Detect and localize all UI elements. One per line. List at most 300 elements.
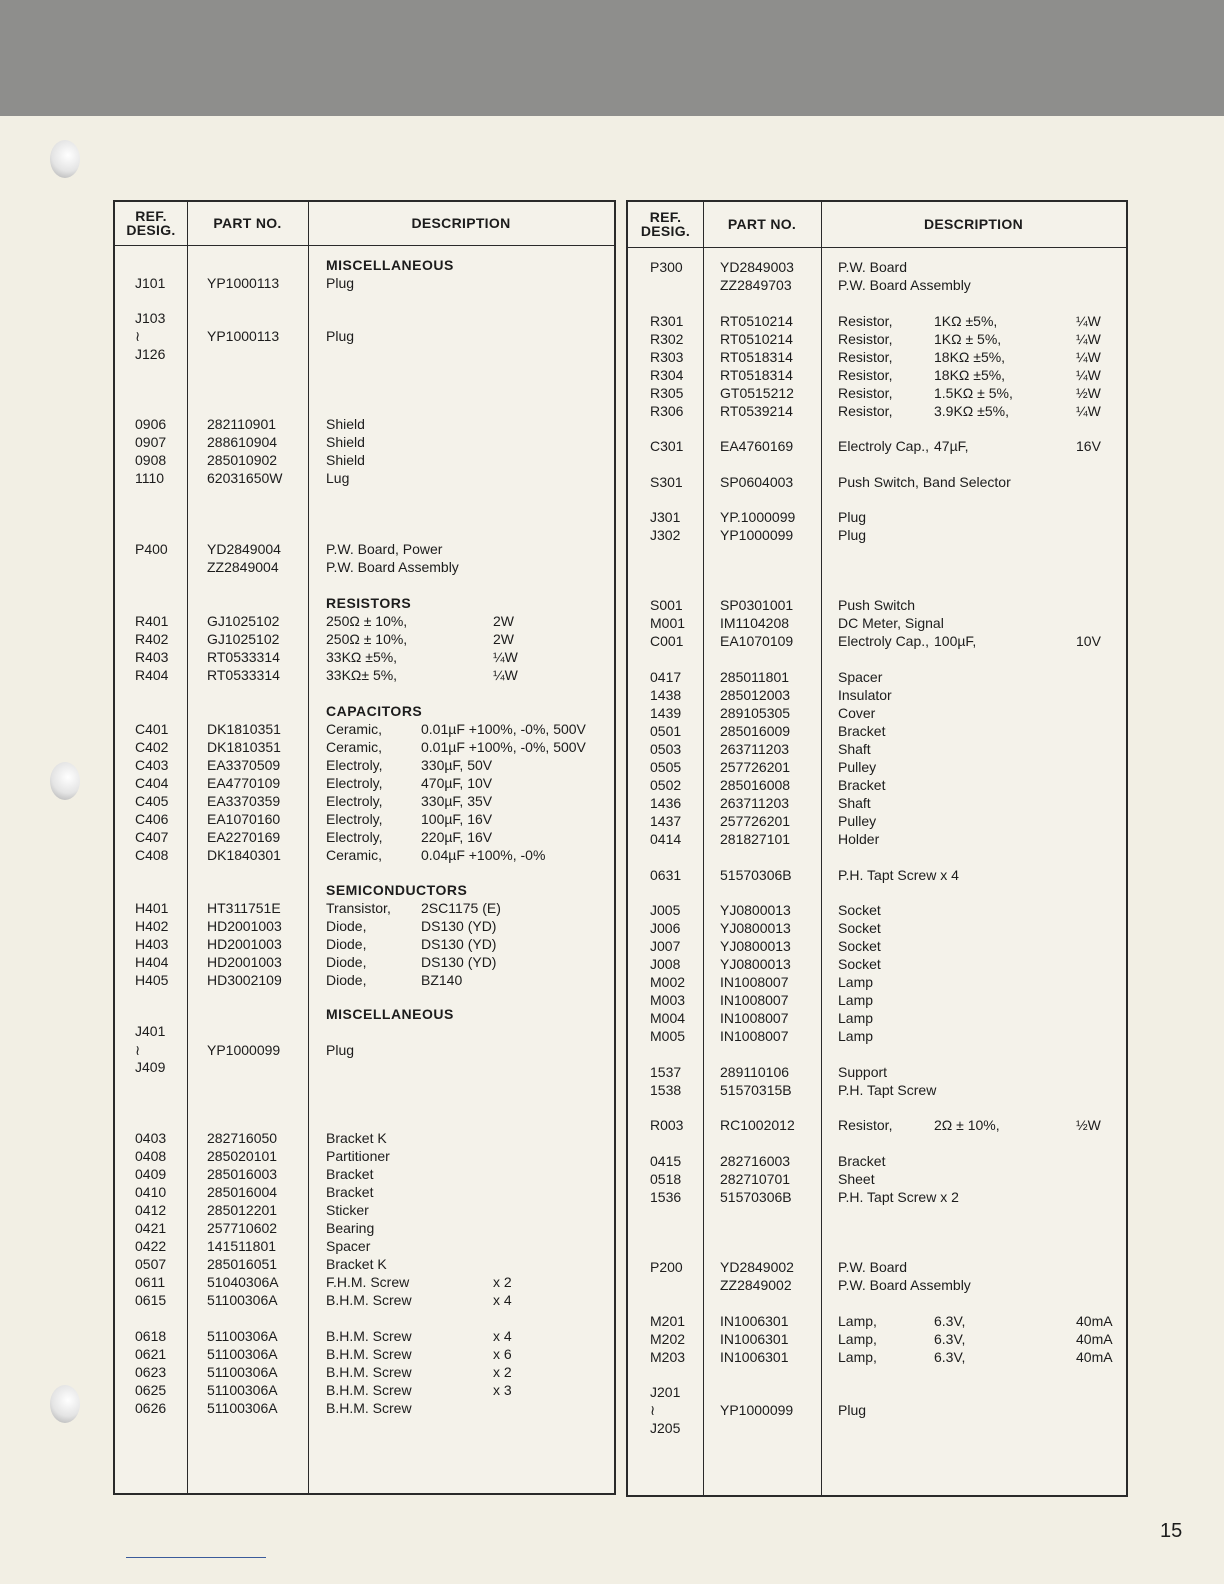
ref-designator: M002	[650, 974, 686, 990]
part-number: GJ1025102	[207, 613, 280, 629]
part-number: ZZ2849004	[207, 559, 279, 575]
part-number: 285016003	[207, 1166, 278, 1182]
part-number: YJ0800013	[720, 920, 791, 936]
ref-designator: ≀	[135, 328, 141, 344]
part-number: IN1006301	[720, 1331, 789, 1347]
description-value: 470µF, 10V	[421, 775, 493, 791]
part-number: YD2849004	[207, 541, 281, 557]
ref-designator: 0907	[135, 434, 167, 450]
part-number: YP.1000099	[720, 509, 796, 525]
ref-designator: 1436	[650, 795, 682, 811]
section-heading: MISCELLANEOUS	[326, 1006, 454, 1022]
part-number: 285012201	[207, 1202, 278, 1218]
ref-designator: 0410	[135, 1184, 167, 1200]
description-value: BZ140	[421, 972, 463, 988]
description: Support	[838, 1064, 888, 1080]
description: Resistor,	[838, 313, 893, 329]
ref-designator: 0415	[650, 1153, 682, 1169]
ref-designator: P200	[650, 1259, 683, 1275]
description: Lamp	[838, 992, 874, 1008]
description: Diode,	[326, 936, 367, 952]
description: B.H.M. Screw	[326, 1382, 412, 1398]
ref-designator: H403	[135, 936, 169, 952]
ref-designator: 0908	[135, 452, 167, 468]
description: Bracket K	[326, 1130, 387, 1146]
parts-table-right	[626, 200, 1128, 1497]
part-number: RT0510214	[720, 313, 793, 329]
part-number: EA4770109	[207, 775, 281, 791]
description: Electroly,	[326, 829, 383, 845]
description: Ceramic,	[326, 721, 383, 737]
ref-designator: R304	[650, 367, 684, 383]
ref-designator: 0501	[650, 723, 682, 739]
description: 250Ω ± 10%,	[326, 613, 408, 629]
ref-designator: R401	[135, 613, 169, 629]
header-part-no: PART NO.	[727, 216, 797, 232]
part-number: IN1006301	[720, 1349, 789, 1365]
description: Resistor,	[838, 349, 893, 365]
ref-designator: J126	[135, 346, 166, 362]
description: P.W. Board, Power	[326, 541, 443, 557]
ref-designator: J007	[650, 938, 681, 954]
description: Plug	[326, 328, 355, 344]
description: Ceramic,	[326, 847, 383, 863]
description: Plug	[838, 1402, 867, 1418]
ref-designator: S301	[650, 474, 683, 490]
part-number: 282716003	[720, 1153, 791, 1169]
ref-designator: 0623	[135, 1364, 167, 1380]
description-rating: 16V	[1076, 438, 1101, 454]
ref-designator: 1538	[650, 1082, 682, 1098]
description: Electroly,	[326, 757, 383, 773]
ref-designator: C301	[650, 438, 684, 454]
description: Shield	[326, 416, 365, 432]
ref-designator: J401	[135, 1023, 166, 1039]
ref-designator: C406	[135, 811, 169, 827]
description: Lamp,	[838, 1313, 877, 1329]
ref-designator: M203	[650, 1349, 686, 1365]
description-value: 3.9KΩ ±5%,	[934, 403, 1009, 419]
header-divider	[628, 247, 1126, 248]
ref-designator: J205	[650, 1420, 681, 1436]
description-rating: ¼W	[493, 667, 518, 683]
description-value: 6.3V,	[934, 1331, 966, 1347]
description: Bracket	[326, 1166, 374, 1182]
description: P.W. Board Assembly	[838, 1277, 971, 1293]
description: P.H. Tapt Screw x 2	[838, 1189, 959, 1205]
part-number: 282716050	[207, 1130, 278, 1146]
footer-rule	[126, 1557, 266, 1558]
description: Pulley	[838, 813, 877, 829]
description-rating: 40mA	[1076, 1349, 1113, 1365]
description: Holder	[838, 831, 880, 847]
column-divider	[821, 202, 822, 1495]
part-number: YD2849003	[720, 259, 794, 275]
column-divider	[308, 202, 309, 1493]
part-number: 51100306A	[207, 1328, 278, 1344]
part-number: 285016004	[207, 1184, 278, 1200]
description-value: 0.01µF +100%, -0%, 500V	[421, 739, 586, 755]
description: Ceramic,	[326, 739, 383, 755]
part-number: 285012003	[720, 687, 791, 703]
description-rating: ¼W	[1076, 349, 1101, 365]
header-description: DESCRIPTION	[924, 216, 1023, 232]
description-value: 6.3V,	[934, 1313, 966, 1329]
description-rating: 2W	[493, 631, 514, 647]
ref-designator: ≀	[650, 1402, 656, 1418]
description-rating: ½W	[1076, 385, 1101, 401]
column-divider	[703, 202, 704, 1495]
ref-designator: H401	[135, 900, 169, 916]
ref-designator: C404	[135, 775, 169, 791]
ref-designator: R306	[650, 403, 684, 419]
ref-designator: 0611	[135, 1274, 166, 1290]
ref-designator: 0625	[135, 1382, 167, 1398]
binder-hole-icon	[50, 140, 80, 178]
part-number: HD2001003	[207, 954, 282, 970]
description-value: 100µF, 16V	[421, 811, 493, 827]
part-number: 51100306A	[207, 1346, 278, 1362]
ref-designator: J201	[650, 1384, 681, 1400]
parts-table-left	[113, 200, 616, 1495]
ref-designator: ≀	[135, 1042, 141, 1058]
part-number: YJ0800013	[720, 938, 791, 954]
ref-designator: 1438	[650, 687, 682, 703]
description: Plug	[326, 1042, 355, 1058]
ref-designator: 1439	[650, 705, 682, 721]
header-ref-desig: REF. DESIG.	[126, 208, 176, 238]
ref-designator: C408	[135, 847, 169, 863]
ref-designator: C001	[650, 633, 684, 649]
ref-designator: J008	[650, 956, 681, 972]
part-number: EA3370359	[207, 793, 281, 809]
description: Shaft	[838, 741, 871, 757]
part-number: RT0539214	[720, 403, 793, 419]
description: Lamp	[838, 974, 874, 990]
description: Lamp	[838, 1028, 874, 1044]
description: 33KΩ ±5%,	[326, 649, 398, 665]
description-value: 1KΩ ±5%,	[934, 313, 998, 329]
description-value: 47µF,	[934, 438, 969, 454]
ref-designator: C402	[135, 739, 169, 755]
description: Spacer	[838, 669, 883, 685]
description-value: DS130 (YD)	[421, 954, 497, 970]
ref-designator: R003	[650, 1117, 684, 1133]
ref-designator: S001	[650, 597, 683, 613]
ref-designator: C401	[135, 721, 169, 737]
ref-designator: 0631	[650, 867, 682, 883]
ref-designator: 1537	[650, 1064, 682, 1080]
part-number: 289110106	[720, 1064, 790, 1080]
ref-designator: M003	[650, 992, 686, 1008]
description: Electroly,	[326, 775, 383, 791]
description: P.W. Board	[838, 1259, 908, 1275]
part-number: 288610904	[207, 434, 278, 450]
description: Shaft	[838, 795, 871, 811]
part-number: 51570306B	[720, 867, 792, 883]
description-rating: ¼W	[1076, 403, 1101, 419]
part-number: IN1008007	[720, 992, 789, 1008]
description-value: 2SC1175 (E)	[421, 900, 501, 916]
ref-designator: H402	[135, 918, 169, 934]
part-number: DK1810351	[207, 739, 281, 755]
part-number: GJ1025102	[207, 631, 280, 647]
description: Push Switch	[838, 597, 916, 613]
part-number: YP1000113	[207, 328, 280, 344]
description: P.W. Board Assembly	[838, 277, 971, 293]
description: Plug	[838, 509, 867, 525]
description: Bracket	[326, 1184, 374, 1200]
ref-designator: 1536	[650, 1189, 682, 1205]
description-value: DS130 (YD)	[421, 936, 497, 952]
page-number: 15	[1160, 1520, 1183, 1542]
ref-designator: P400	[135, 541, 168, 557]
ref-designator: 1437	[650, 813, 682, 829]
top-gray-band	[0, 0, 1224, 116]
description: Diode,	[326, 918, 367, 934]
description: Sheet	[838, 1171, 875, 1187]
description: F.H.M. Screw	[326, 1274, 410, 1290]
description-rating: ¼W	[1076, 331, 1101, 347]
ref-designator: J005	[650, 902, 681, 918]
part-number: ZZ2849002	[720, 1277, 792, 1293]
description: B.H.M. Screw	[326, 1328, 412, 1344]
part-number: ZZ2849703	[720, 277, 792, 293]
description: Bracket	[838, 723, 886, 739]
part-number: YJ0800013	[720, 902, 791, 918]
ref-designator: 0615	[135, 1292, 167, 1308]
ref-designator: R404	[135, 667, 169, 683]
description: DC Meter, Signal	[838, 615, 944, 631]
description: Cover	[838, 705, 876, 721]
ref-designator: M202	[650, 1331, 686, 1347]
part-number: RT0533314	[207, 649, 280, 665]
part-number: 51100306A	[207, 1364, 278, 1380]
part-number: 51100306A	[207, 1292, 278, 1308]
description: 250Ω ± 10%,	[326, 631, 408, 647]
ref-designator: H404	[135, 954, 169, 970]
description: Resistor,	[838, 385, 893, 401]
ref-designator: 0408	[135, 1148, 167, 1164]
description-value: 100µF,	[934, 633, 977, 649]
binder-hole-icon	[50, 1385, 80, 1423]
ref-designator: 0422	[135, 1238, 167, 1254]
ref-designator: R403	[135, 649, 169, 665]
description-rating: x 4	[493, 1328, 512, 1344]
ref-designator: 0503	[650, 741, 682, 757]
section-heading: RESISTORS	[326, 595, 412, 611]
description: Insulator	[838, 687, 892, 703]
description: P.H. Tapt Screw	[838, 1082, 937, 1098]
description: Bracket K	[326, 1256, 387, 1272]
description-value: 2Ω ± 10%,	[934, 1117, 1000, 1133]
description: Socket	[838, 920, 881, 936]
part-number: RT0518314	[720, 367, 793, 383]
part-number: 282110901	[207, 416, 277, 432]
description-value: DS130 (YD)	[421, 918, 497, 934]
part-number: 51570315B	[720, 1082, 792, 1098]
part-number: YP1000099	[207, 1042, 281, 1058]
ref-designator: R303	[650, 349, 684, 365]
ref-designator: J101	[135, 275, 166, 291]
description-rating: x 6	[493, 1346, 512, 1362]
description-rating: x 4	[493, 1292, 512, 1308]
description: Lamp,	[838, 1349, 877, 1365]
description: Plug	[326, 275, 355, 291]
ref-designator: J103	[135, 310, 166, 326]
part-number: YP1000099	[720, 527, 794, 543]
part-number: SP0301001	[720, 597, 794, 613]
binder-hole-icon	[50, 762, 80, 800]
ref-designator: 0417	[650, 669, 682, 685]
section-heading: SEMICONDUCTORS	[326, 882, 468, 898]
ref-designator: J301	[650, 509, 681, 525]
part-number: 62031650W	[207, 470, 283, 486]
description-rating: 40mA	[1076, 1313, 1113, 1329]
ref-designator: H405	[135, 972, 169, 988]
description: Socket	[838, 902, 881, 918]
description: Resistor,	[838, 1117, 893, 1133]
header-description: DESCRIPTION	[411, 215, 511, 231]
part-number: EA2270169	[207, 829, 281, 845]
part-number: 51100306A	[207, 1400, 278, 1416]
description: Lamp	[838, 1010, 874, 1026]
description: Push Switch, Band Selector	[838, 474, 1011, 490]
description: Bracket	[838, 1153, 886, 1169]
part-number: 281827101	[720, 831, 791, 847]
description-value: 6.3V,	[934, 1349, 966, 1365]
description: Resistor,	[838, 367, 893, 383]
description: Resistor,	[838, 331, 893, 347]
description: Bracket	[838, 777, 886, 793]
part-number: GT0515212	[720, 385, 794, 401]
ref-designator: 0621	[135, 1346, 167, 1362]
ref-designator: 0618	[135, 1328, 167, 1344]
ref-designator: 0906	[135, 416, 167, 432]
ref-designator: M001	[650, 615, 686, 631]
ref-designator: 0505	[650, 759, 682, 775]
part-number: 257726201	[720, 759, 791, 775]
part-number: HD3002109	[207, 972, 282, 988]
description-rating: 2W	[493, 613, 514, 629]
description: Spacer	[326, 1238, 371, 1254]
part-number: DK1840301	[207, 847, 281, 863]
part-number: HD2001003	[207, 936, 282, 952]
part-number: EA1070109	[720, 633, 794, 649]
description: 33KΩ± 5%,	[326, 667, 398, 683]
part-number: IN1008007	[720, 1028, 789, 1044]
description: Sticker	[326, 1202, 369, 1218]
description-value: 0.04µF +100%, -0%	[421, 847, 546, 863]
ref-designator: C405	[135, 793, 169, 809]
description: Shield	[326, 452, 365, 468]
ref-designator: R302	[650, 331, 684, 347]
description-value: 1KΩ ± 5%,	[934, 331, 1002, 347]
description: Lug	[326, 470, 350, 486]
description: Diode,	[326, 972, 367, 988]
description: P.H. Tapt Screw x 4	[838, 867, 959, 883]
description-value: 0.01µF +100%, -0%, 500V	[421, 721, 586, 737]
part-number: 51040306A	[207, 1274, 279, 1290]
part-number: IN1008007	[720, 974, 789, 990]
part-number: SP0604003	[720, 474, 794, 490]
description-rating: ¼W	[493, 649, 518, 665]
description: Transistor,	[326, 900, 391, 916]
part-number: EA3370509	[207, 757, 281, 773]
description-rating: ¼W	[1076, 313, 1101, 329]
description: Plug	[838, 527, 867, 543]
description: P.W. Board	[838, 259, 908, 275]
part-number: 285016009	[720, 723, 791, 739]
description-rating: 10V	[1076, 633, 1101, 649]
part-number: 285011801	[720, 669, 790, 685]
ref-designator: M004	[650, 1010, 686, 1026]
description: Electroly,	[326, 793, 383, 809]
description-value: 220µF, 16V	[421, 829, 493, 845]
ref-designator: 0414	[650, 831, 682, 847]
ref-designator: C407	[135, 829, 169, 845]
description-rating: x 3	[493, 1382, 512, 1398]
description-rating: x 2	[493, 1364, 512, 1380]
description: Lamp,	[838, 1331, 877, 1347]
description-rating: ¼W	[1076, 367, 1101, 383]
description: Socket	[838, 956, 881, 972]
ref-designator: J302	[650, 527, 681, 543]
part-number: 263711203	[720, 741, 790, 757]
part-number: RT0510214	[720, 331, 793, 347]
description: Electroly,	[326, 811, 383, 827]
description: Shield	[326, 434, 365, 450]
part-number: YJ0800013	[720, 956, 791, 972]
ref-designator: 0409	[135, 1166, 167, 1182]
part-number: HD2001003	[207, 918, 282, 934]
part-number: 289105305	[720, 705, 791, 721]
description: Electroly Cap.,	[838, 633, 930, 649]
part-number: IN1006301	[720, 1313, 789, 1329]
part-number: 257726201	[720, 813, 791, 829]
ref-designator: 0507	[135, 1256, 167, 1272]
part-number: 51100306A	[207, 1382, 278, 1398]
description-rating: 40mA	[1076, 1331, 1113, 1347]
description: Electroly Cap.,	[838, 438, 930, 454]
description-value: 330µF, 50V	[421, 757, 493, 773]
header-part-no: PART NO.	[213, 215, 282, 231]
part-number: YP1000099	[720, 1402, 794, 1418]
description: Bearing	[326, 1220, 375, 1236]
ref-designator: J006	[650, 920, 681, 936]
header-divider	[115, 245, 614, 246]
part-number: 285010902	[207, 452, 278, 468]
ref-designator: 1110	[135, 470, 165, 486]
ref-designator: 0518	[650, 1171, 682, 1187]
ref-designator: 0403	[135, 1130, 167, 1146]
description: B.H.M. Screw	[326, 1292, 412, 1308]
part-number: HT311751E	[207, 900, 281, 916]
description: B.H.M. Screw	[326, 1364, 412, 1380]
part-number: YD2849002	[720, 1259, 794, 1275]
ref-designator: J409	[135, 1059, 166, 1075]
part-number: 282710701	[720, 1171, 791, 1187]
ref-designator: 0412	[135, 1202, 167, 1218]
description-value: 18KΩ ±5%,	[934, 349, 1006, 365]
ref-designator: R305	[650, 385, 684, 401]
description-value: 1.5KΩ ± 5%,	[934, 385, 1013, 401]
part-number: IN1008007	[720, 1010, 789, 1026]
part-number: 263711203	[720, 795, 790, 811]
ref-designator: 0502	[650, 777, 682, 793]
part-number: EA1070160	[207, 811, 281, 827]
description-rating: x 2	[493, 1274, 512, 1290]
